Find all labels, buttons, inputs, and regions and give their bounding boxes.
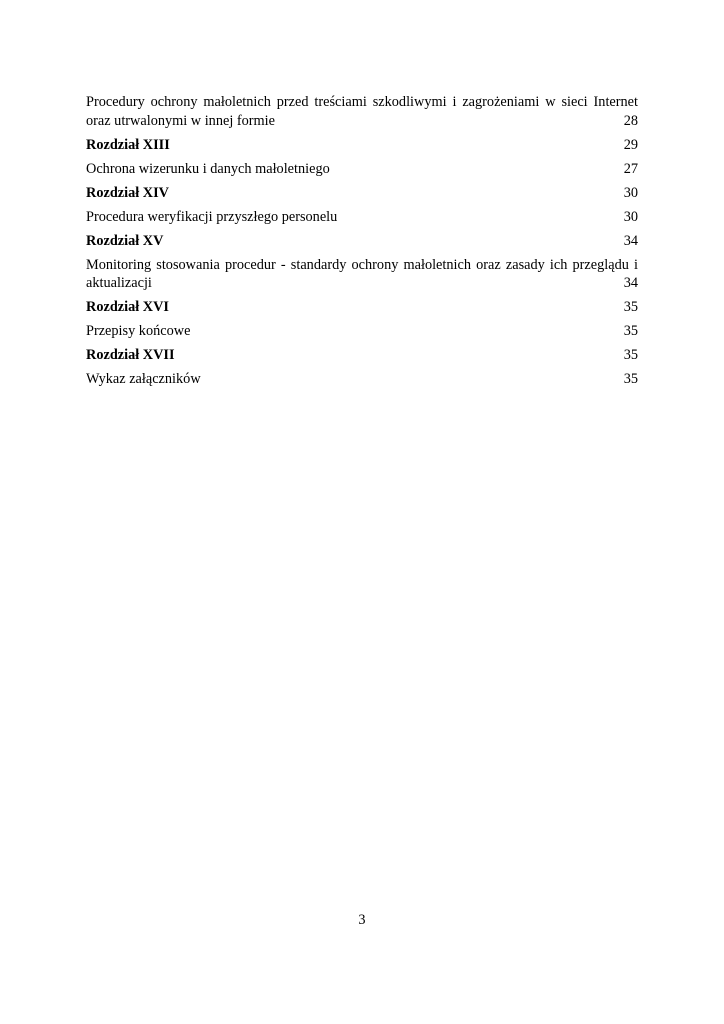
toc-entry-page-number: 34 xyxy=(618,232,638,251)
toc-entry xyxy=(86,256,638,293)
toc-entry xyxy=(86,346,638,365)
toc-entry xyxy=(86,322,638,341)
table-of-contents xyxy=(86,93,638,394)
toc-entry-title: Ochrona wizerunku i danych małoletniego xyxy=(86,160,330,177)
toc-entry xyxy=(86,298,638,317)
toc-entry xyxy=(86,370,638,389)
toc-entry-title: Rozdział XIV xyxy=(86,184,169,201)
toc-entry-title: Rozdział XVII xyxy=(86,347,175,363)
toc-entry-page-number: 28 xyxy=(618,112,638,131)
toc-entry-title: Przepisy końcowe xyxy=(86,323,191,339)
toc-entry xyxy=(86,208,638,227)
toc-entry-page-number: 30 xyxy=(618,184,638,203)
toc-entry xyxy=(86,184,638,203)
toc-entry xyxy=(86,160,638,179)
toc-entry-page-number: 35 xyxy=(618,346,638,365)
toc-entry-title: Wykaz załączników xyxy=(86,371,201,387)
page-number: 3 xyxy=(358,912,366,928)
toc-entry xyxy=(86,136,638,155)
toc-entry-page-number: 35 xyxy=(618,298,638,317)
toc-entry-title: Rozdział XIII xyxy=(86,136,170,153)
toc-entry-page-number: 29 xyxy=(618,136,638,155)
toc-entry-page-number: 34 xyxy=(618,274,638,293)
toc-entry-title: Monitoring stosowania procedur - standardy ochrony małoletnich oraz zasady ich przeglądu i aktualizacji xyxy=(86,256,638,291)
toc-entry-title: Procedury ochrony małoletnich przed treściami szkodliwymi i zagrożeniami w sieci Internet oraz utrwalonymi w innej formie xyxy=(86,94,638,129)
toc-entry-page-number: 30 xyxy=(618,208,638,227)
toc-entry-title: Rozdział XVI xyxy=(86,299,169,315)
toc-entry xyxy=(86,93,638,130)
toc-entry-title: Rozdział XV xyxy=(86,232,164,249)
toc-entry xyxy=(86,232,638,251)
toc-entry-page-number: 35 xyxy=(618,322,638,341)
toc-entry-page-number: 35 xyxy=(618,370,638,389)
toc-entry-title: Procedura weryfikacji przyszłego personelu xyxy=(86,208,338,225)
toc-entry-page-number: 27 xyxy=(618,160,638,179)
